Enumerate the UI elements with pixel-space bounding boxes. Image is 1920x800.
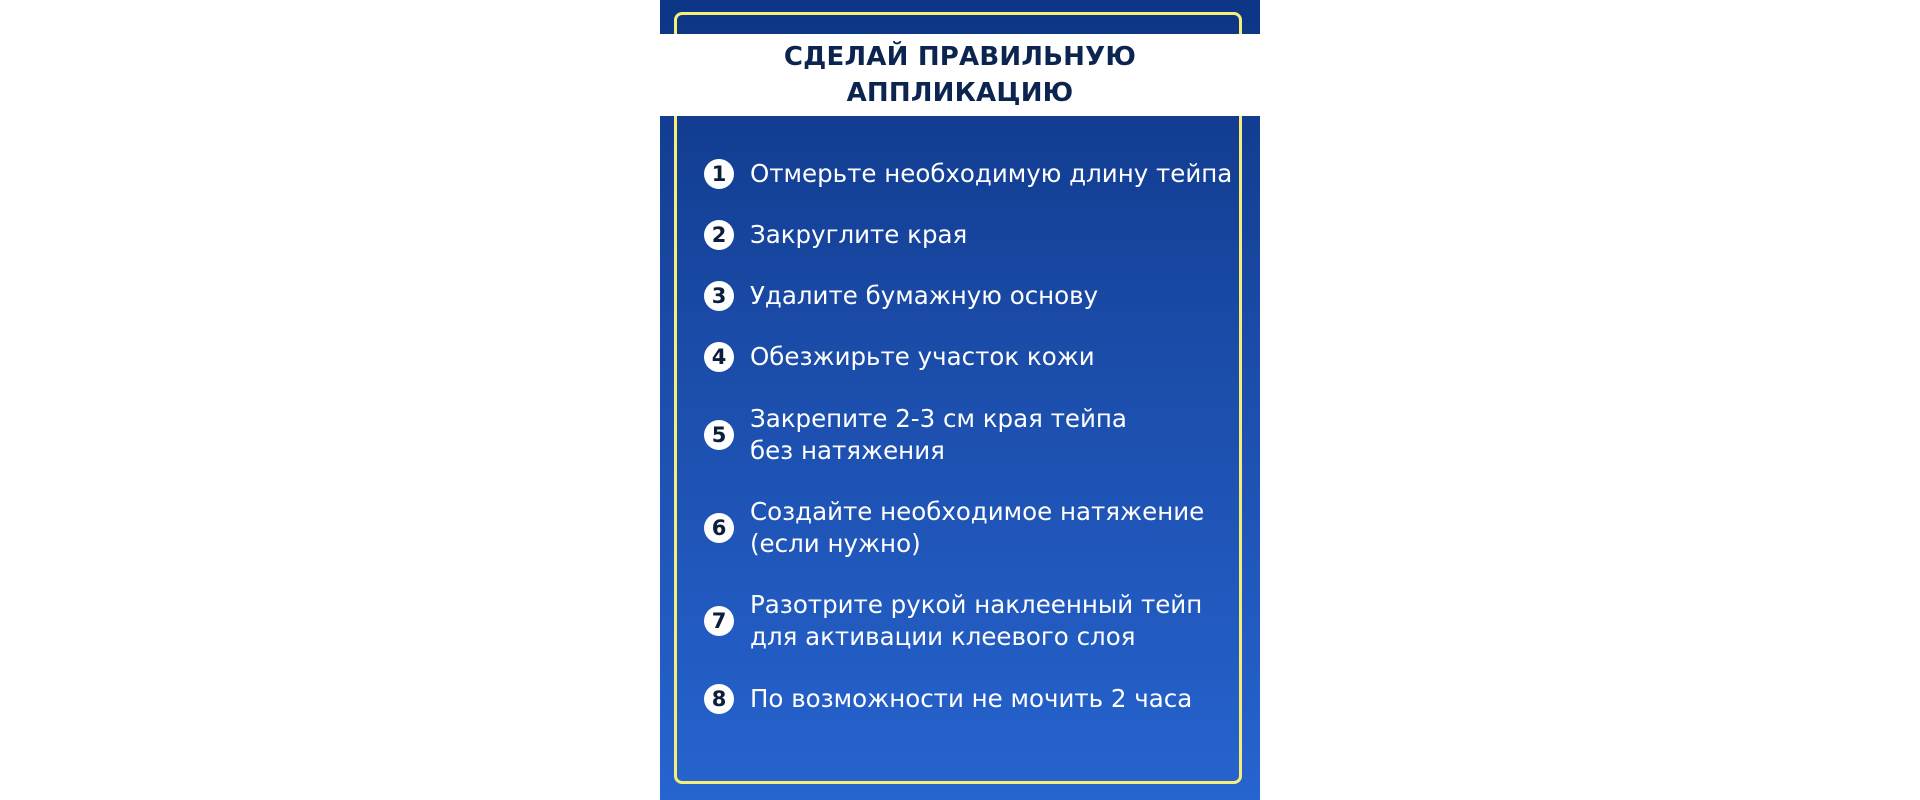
title-line-1: СДЕЛАЙ ПРАВИЛЬНУЮ — [783, 42, 1137, 72]
step-number-badge: 8 — [704, 684, 734, 714]
step-text-line-2: для активации клеевого слоя — [750, 622, 1136, 651]
step-text-line-1: Закруглите края — [750, 220, 968, 249]
step-text-line-1: Отмерьте необходимую длину тейпа — [750, 159, 1233, 188]
step-6 — [704, 496, 1234, 560]
step-number-badge: 6 — [704, 513, 734, 543]
step-text-line-1: По возможности не мочить 2 часа — [750, 684, 1193, 713]
step-number-badge: 4 — [704, 342, 734, 372]
step-number-badge: 7 — [704, 606, 734, 636]
step-text-line-1: Разотрите рукой наклеенный тейп — [750, 590, 1203, 619]
step-text-line-2: (если нужно) — [750, 529, 921, 558]
step-8 — [704, 683, 1234, 715]
step-1 — [704, 158, 1234, 190]
instruction-card — [660, 0, 1260, 800]
step-text-line-1: Создайте необходимое натяжение — [750, 497, 1205, 526]
step-5 — [704, 403, 1234, 467]
card-frame — [674, 12, 1242, 784]
step-number-badge: 2 — [704, 220, 734, 250]
step-number-badge: 1 — [704, 159, 734, 189]
step-text-line-1: Удалите бумажную основу — [750, 281, 1099, 310]
title-banner — [660, 34, 1260, 116]
title-line-2: АППЛИКАЦИЮ — [846, 78, 1074, 108]
step-text-line-2: без натяжения — [750, 436, 945, 465]
step-2 — [704, 219, 1234, 251]
step-text-line-1: Обезжирьте участок кожи — [750, 342, 1095, 371]
step-number-badge: 3 — [704, 281, 734, 311]
step-number-badge: 5 — [704, 420, 734, 450]
step-7 — [704, 589, 1234, 653]
step-3 — [704, 280, 1234, 312]
step-4 — [704, 341, 1234, 373]
step-text-line-1: Закрепите 2-3 см края тейпа — [750, 404, 1127, 433]
